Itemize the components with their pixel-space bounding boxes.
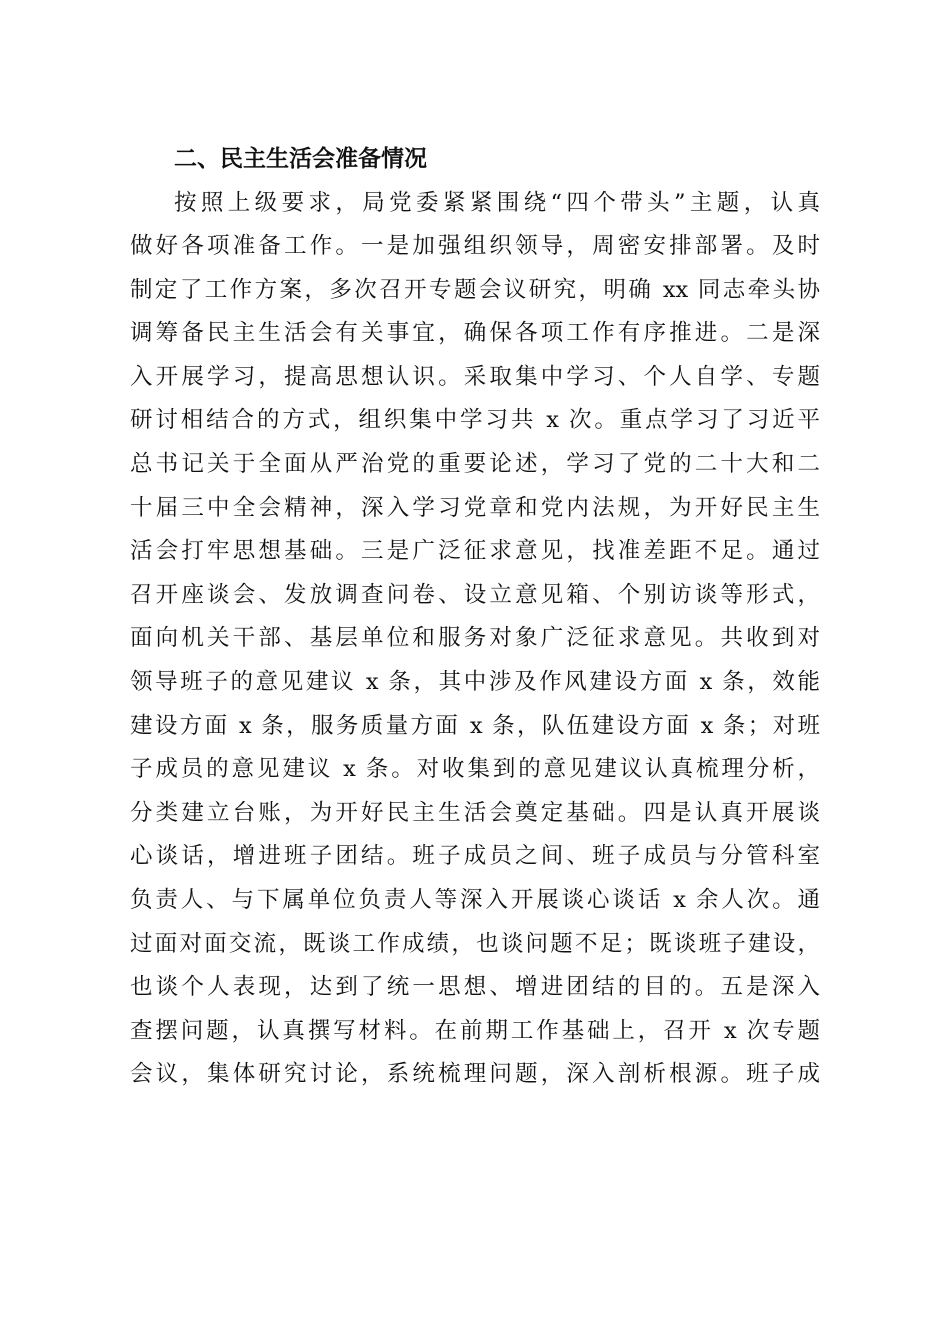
paragraph-line: 总书记关于全面从严治党的重要论述，学习了党的二十大和二 — [130, 451, 820, 478]
paragraph-line: 建设方面 x 条，服务质量方面 x 条，队伍建设方面 x 条；对班 — [130, 712, 820, 739]
paragraph-line: 召开座谈会、发放调查问卷、设立意见箱、个别访谈等形式， — [130, 581, 820, 608]
paragraph-line: 会议，集体研究讨论，系统梳理问题，深入剖析根源。班子成 — [130, 1061, 820, 1088]
paragraph-line: 制定了工作方案，多次召开专题会议研究，明确 xx 同志牵头协 — [130, 276, 820, 303]
paragraph-line: 查摆问题，认真撰写材料。在前期工作基础上，召开 x 次专题 — [130, 1017, 820, 1044]
paragraph-line: 也谈个人表现，达到了统一思想、增进团结的目的。五是深入 — [130, 974, 820, 1001]
paragraph-line: 子成员的意见建议 x 条。对收集到的意见建议认真梳理分析， — [130, 756, 820, 783]
paragraph-line: 面向机关干部、基层单位和服务对象广泛征求意见。共收到对 — [130, 625, 820, 652]
paragraph-line: 入开展学习，提高思想认识。采取集中学习、个人自学、专题 — [130, 363, 820, 390]
paragraph-line: 活会打牢思想基础。三是广泛征求意见，找准差距不足。通过 — [130, 538, 820, 565]
paragraph — [130, 182, 820, 1097]
paragraph-line: 做好各项准备工作。一是加强组织领导，周密安排部署。及时 — [130, 233, 820, 260]
paragraph-line: 调筹备民主生活会有关事宜，确保各项工作有序推进。二是深 — [130, 320, 820, 347]
paragraph-line: 按照上级要求，局党委紧紧围绕“四个带头”主题，认真 — [174, 189, 820, 216]
section-heading: 二、民主生活会准备情况 — [174, 146, 427, 172]
paragraph-line: 负责人、与下属单位负责人等深入开展谈心谈话 x 余人次。通 — [130, 887, 820, 913]
document-content — [130, 138, 820, 1097]
paragraph-line: 领导班子的意见建议 x 条，其中涉及作风建设方面 x 条，效能 — [130, 669, 820, 696]
paragraph-line: 十届三中全会精神，深入学习党章和党内法规，为开好民主生 — [130, 494, 820, 521]
paragraph-line: 分类建立台账，为开好民主生活会奠定基础。四是认真开展谈 — [130, 799, 820, 826]
paragraph-line: 过面对面交流，既谈工作成绩，也谈问题不足；既谈班子建设， — [130, 930, 820, 957]
paragraph-line: 研讨相结合的方式，组织集中学习共 x 次。重点学习了习近平 — [130, 407, 820, 434]
paragraph-line: 心谈话，增进班子团结。班子成员之间、班子成员与分管科室 — [130, 843, 820, 870]
